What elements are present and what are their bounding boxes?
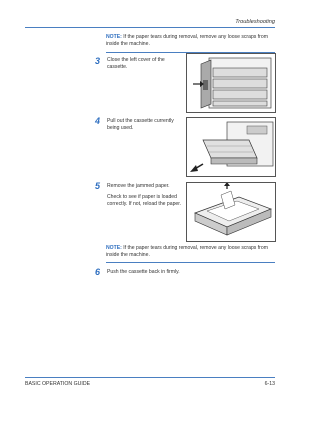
step-4-line: Pull out the cassette currently being used. <box>107 118 174 131</box>
note-text: If the paper tears during removal, remove any loose scraps from inside the machine. <box>106 34 268 47</box>
note-1 <box>106 34 278 48</box>
footer-page-number: 6-13 <box>264 381 275 387</box>
note-text: If the paper tears during removal, remove any loose scraps from inside the machine. <box>106 245 268 258</box>
step-number-4: 4 <box>95 116 101 126</box>
step-3-text <box>107 57 185 75</box>
header-rule <box>25 27 275 28</box>
note-label: NOTE: <box>106 245 122 251</box>
step-5-line: Remove the jammed paper. <box>107 183 170 189</box>
section-title: Troubleshooting <box>235 19 275 25</box>
figure-pull-out-cassette <box>186 117 276 177</box>
figure-remove-jammed-paper <box>186 182 276 242</box>
step-6-line: Push the cassette back in firmly. <box>107 269 180 275</box>
step-5-line: Check to see if paper is loaded correctly. If not, reload the paper. <box>107 193 182 207</box>
step-3-line: Close the left cover of the cassette. <box>107 57 165 70</box>
step-4-text <box>107 118 185 136</box>
step-number-5: 5 <box>95 181 101 191</box>
note-rule <box>106 262 275 263</box>
note-label: NOTE: <box>106 34 122 40</box>
figure-close-left-cover <box>186 53 276 113</box>
footer-rule <box>25 377 275 378</box>
step-number-3: 3 <box>95 56 101 66</box>
step-number-6: 6 <box>95 267 101 277</box>
step-6-text <box>107 269 277 280</box>
footer-guide-name: BASIC OPERATION GUIDE <box>25 381 91 387</box>
note-2 <box>106 245 278 259</box>
step-5-text <box>107 183 185 211</box>
